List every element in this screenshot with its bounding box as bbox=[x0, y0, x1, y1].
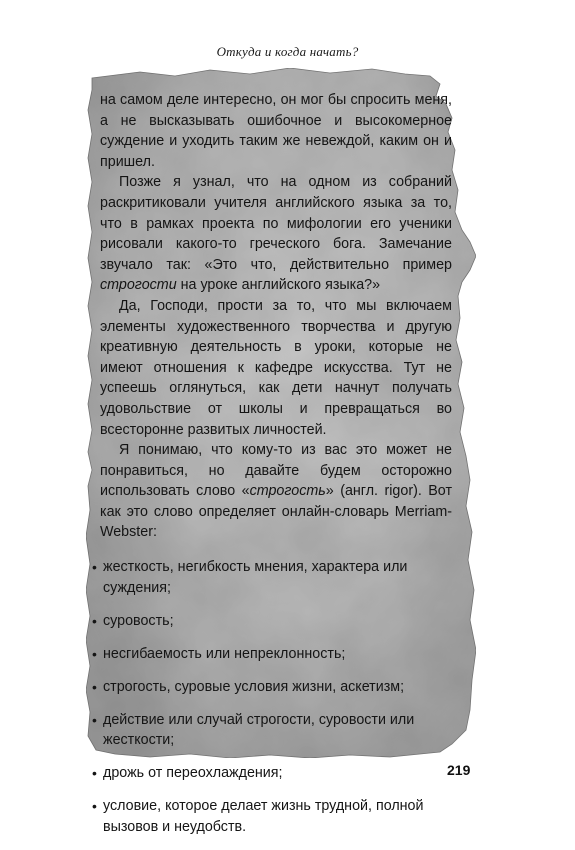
list-item bbox=[92, 796, 464, 837]
definition-text: строгость, суровые условия жизни, аскетизм; bbox=[103, 678, 405, 695]
bullet-icon: • bbox=[92, 612, 97, 629]
paragraph-criticism bbox=[100, 172, 452, 296]
definition-text: дрожь от переохлаждения; bbox=[103, 765, 283, 782]
list-item bbox=[92, 557, 464, 598]
definition-text: условие, которое делает жизнь трудной, полной вызовов и неудобств. bbox=[103, 798, 424, 835]
list-item bbox=[92, 677, 464, 698]
definition-list bbox=[92, 557, 464, 837]
paragraph-definition-intro bbox=[100, 440, 452, 543]
definition-text: суровость; bbox=[103, 612, 174, 629]
list-item bbox=[92, 644, 464, 665]
page-number: 219 bbox=[447, 762, 471, 778]
paragraph-text: Да, Господи, прости за то, что мы включаем элементы художественного творчества и другую креативную деятельность в уроки, которые не имеют отношения к кафедре искусства. Тут не успеешь оглянуться, как дети начнут получать удовольствие от школы и превращаться во всесторонне развитых личностей. bbox=[100, 297, 452, 438]
emphasis-rigor-word: строгость bbox=[249, 483, 326, 500]
bullet-icon: • bbox=[92, 645, 97, 662]
definition-text: действие или случай строгости, суровости или жесткости; bbox=[103, 711, 415, 749]
paragraph-text: » (англ. rigor). Вот как это слово определяет онлайн-словарь Merriam-Webster: bbox=[100, 483, 452, 541]
paragraph-text: Позже я узнал, что на одном из собраний раскритиковали учителя английского языка за то, что в рамках проекта по мифологии его ученики рисовали какого-то греческого бога. Замечание звучало так: «Это что, действительно пример bbox=[100, 174, 452, 273]
page-body bbox=[92, 90, 452, 850]
list-item bbox=[92, 611, 464, 632]
bullet-icon: • bbox=[92, 559, 97, 576]
paragraph-creativity bbox=[100, 296, 452, 440]
definition-text: жесткость, негибкость мнения, характера или суждения; bbox=[103, 559, 408, 596]
emphasis-rigor: строгости bbox=[100, 277, 177, 294]
bullet-icon: • bbox=[92, 678, 97, 695]
bullet-icon: • bbox=[92, 711, 97, 728]
definition-text: несгибаемость или непреклонность; bbox=[103, 645, 346, 662]
list-item bbox=[92, 763, 464, 784]
running-head: Откуда и когда начать? bbox=[216, 44, 359, 59]
bullet-icon: • bbox=[92, 765, 97, 782]
paragraph-text: на уроке английского языка?» bbox=[176, 277, 381, 294]
paragraph-text: Я понимаю, что кому-то из вас это может не понравиться, но давайте будем осторожно использовать слово « bbox=[100, 442, 452, 500]
paragraph-text: на самом деле интересно, он мог бы спросить меня, а не высказывать ошибочное и высокомерное суждение и уходить таким же невеждой, каким он и пришел. bbox=[100, 92, 452, 170]
list-item bbox=[92, 710, 464, 751]
bullet-icon: • bbox=[92, 798, 97, 815]
paragraph-continued bbox=[100, 90, 452, 172]
